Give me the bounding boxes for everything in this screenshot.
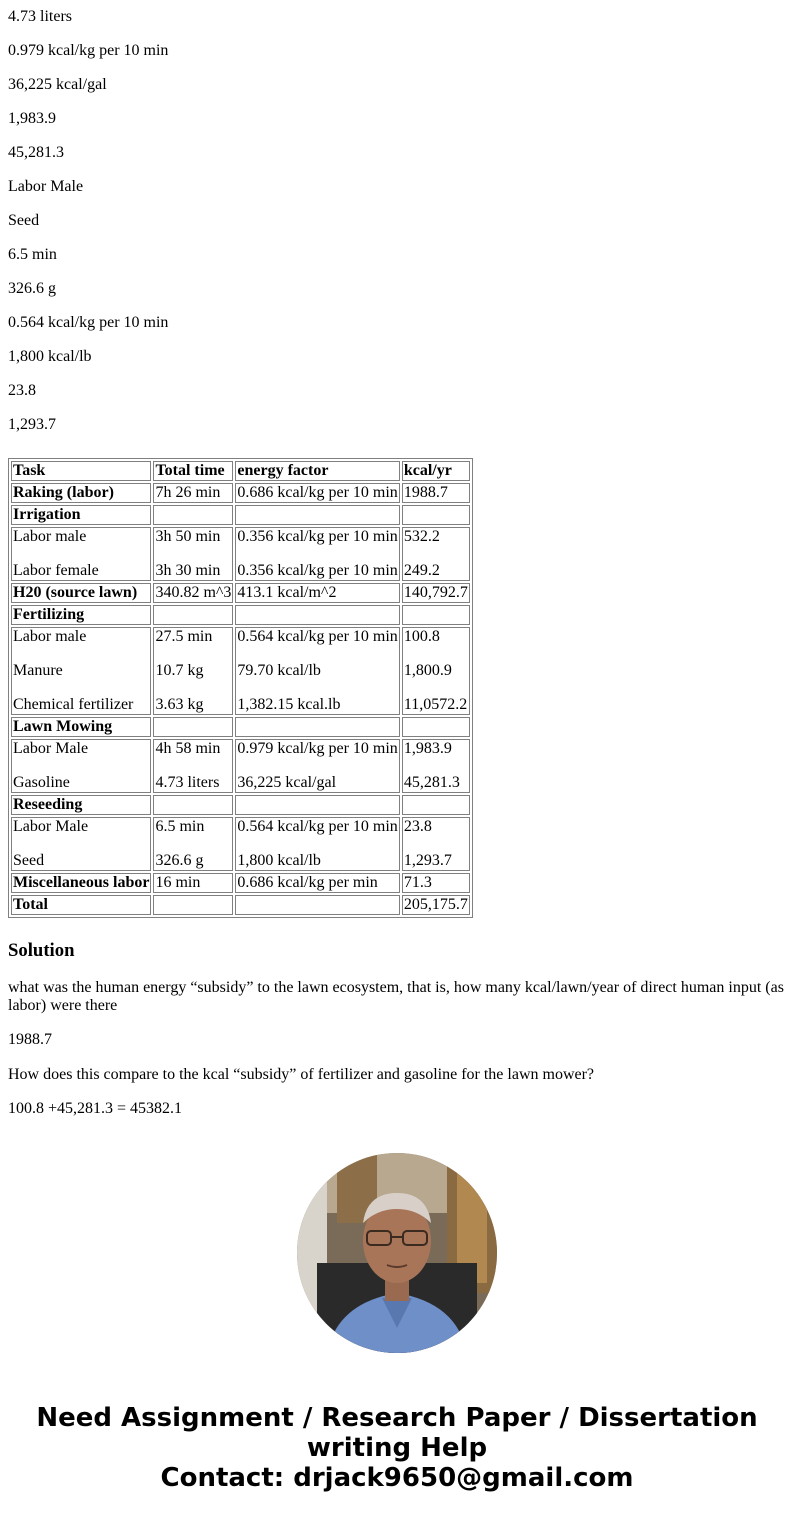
- factor-cell: 413.1 kcal/m^2: [235, 583, 399, 603]
- cell-line: 1,983.9: [403, 740, 452, 757]
- factor-cell: [235, 739, 399, 793]
- time-cell: [153, 717, 233, 737]
- table-row: [11, 483, 470, 503]
- cell-line: Seed: [13, 852, 45, 869]
- factor-cell: [235, 895, 399, 915]
- cell-gap: [13, 758, 149, 774]
- cell-gap: [13, 546, 149, 562]
- task-cell: Fertilizing: [11, 605, 151, 625]
- text-line: 326.6 g: [8, 280, 56, 297]
- cell-gap: [237, 758, 397, 774]
- time-cell: [153, 627, 233, 715]
- cell-line: 79.70 kcal/lb: [237, 662, 321, 679]
- kcal-cell: [402, 817, 470, 871]
- task-cell: H20 (source lawn): [11, 583, 151, 603]
- table-row: [11, 505, 470, 525]
- table-row: [11, 895, 470, 915]
- cell-gap: [237, 836, 397, 852]
- energy-table: [8, 458, 473, 918]
- cell-line: 0.356 kcal/kg per 10 min: [237, 562, 398, 579]
- table-row: [11, 605, 470, 625]
- cell-line: 11,0572.2: [403, 696, 468, 713]
- cell-line: 10.7 kg: [155, 662, 204, 679]
- cell-line: 45,281.3: [403, 774, 460, 791]
- text-line: 36,225 kcal/gal: [8, 76, 107, 93]
- kcal-cell: 140,792.7: [403, 584, 468, 601]
- cell-line: 23.8: [403, 818, 432, 835]
- top-text-lines: [8, 0, 786, 442]
- cell-line: 326.6 g: [155, 852, 204, 869]
- cell-gap: [237, 646, 397, 662]
- factor-cell: 0.686 kcal/kg per 10 min: [237, 484, 398, 501]
- cell-line: Labor Male: [13, 740, 89, 757]
- kcal-cell: [402, 627, 470, 715]
- answer-2: 100.8 +45,281.3 = 45382.1: [8, 1100, 183, 1117]
- cell-line: 249.2: [403, 562, 440, 579]
- cell-line: 3.63 kg: [155, 696, 204, 713]
- cell-line: 100.8: [403, 628, 440, 645]
- kcal-cell: [402, 527, 470, 581]
- cell-line: Labor male: [13, 628, 87, 645]
- cell-line: 3h 30 min: [155, 562, 221, 579]
- time-cell: [153, 795, 233, 815]
- kcal-cell: [402, 505, 470, 525]
- cell-line: Labor Male: [13, 818, 89, 835]
- text-line: 1,800 kcal/lb: [8, 348, 92, 365]
- footer-line-2: writing Help: [306, 1433, 488, 1463]
- text-line: 0.979 kcal/kg per 10 min: [8, 42, 169, 59]
- table-row: [11, 795, 470, 815]
- table-row: [11, 627, 470, 715]
- time-cell: 7h 26 min: [153, 483, 233, 503]
- footer-banner: [0, 1403, 794, 1493]
- answer-1: 1988.7: [8, 1031, 52, 1048]
- solution-heading: Solution: [8, 940, 75, 961]
- task-cell: [11, 817, 151, 871]
- cell-gap: [13, 646, 149, 662]
- task-cell: [11, 527, 151, 581]
- cell-line: 6.5 min: [155, 818, 205, 835]
- text-line: 1,293.7: [8, 416, 56, 433]
- cell-line: 0.564 kcal/kg per 10 min: [237, 818, 398, 835]
- task-cell: Raking (labor): [11, 483, 151, 503]
- cell-line: 0.356 kcal/kg per 10 min: [237, 528, 398, 545]
- person-photo-icon: [297, 1153, 497, 1353]
- cell-line: 4.73 liters: [155, 774, 220, 791]
- cell-line: 36,225 kcal/gal: [237, 774, 337, 791]
- table-row: [11, 717, 470, 737]
- cell-line: Chemical fertilizer: [13, 696, 134, 713]
- avatar: [297, 1153, 497, 1353]
- cell-line: 4h 58 min: [155, 740, 221, 757]
- cell-line: 532.2: [403, 528, 440, 545]
- factor-cell: [235, 605, 399, 625]
- text-line: Labor Male: [8, 178, 84, 195]
- factor-cell: [235, 527, 399, 581]
- cell-gap: [155, 680, 231, 696]
- kcal-cell: [402, 739, 470, 793]
- table-row: [11, 873, 470, 893]
- task-cell: Reseeding: [11, 795, 151, 815]
- cell-line: 0.564 kcal/kg per 10 min: [237, 628, 398, 645]
- factor-cell: 0.686 kcal/kg per min: [235, 873, 399, 893]
- task-cell: Irrigation: [11, 505, 151, 525]
- cell-line: 1,293.7: [403, 852, 452, 869]
- time-cell: [153, 739, 233, 793]
- text-line: 0.564 kcal/kg per 10 min: [8, 314, 169, 331]
- cell-line: 1,382.15 kcal.lb: [237, 696, 341, 713]
- cell-line: 1,800.9: [403, 662, 452, 679]
- task-cell: [11, 739, 151, 793]
- table-row: [11, 583, 470, 603]
- cell-line: 3h 50 min: [155, 528, 221, 545]
- header-kcal-yr: kcal/yr: [402, 461, 470, 481]
- table-header-row: [11, 461, 470, 481]
- text-line: 1,983.9: [8, 110, 56, 127]
- time-cell: 16 min: [153, 873, 233, 893]
- text-line: 23.8: [8, 382, 36, 399]
- cell-gap: [404, 646, 468, 662]
- time-cell: [153, 505, 233, 525]
- header-task: Task: [11, 461, 151, 481]
- kcal-cell: 205,175.7: [403, 896, 468, 913]
- text-line: Seed: [8, 212, 40, 229]
- time-cell: [153, 895, 233, 915]
- cell-gap: [404, 836, 468, 852]
- table-row: [11, 527, 470, 581]
- kcal-cell: [402, 717, 470, 737]
- text-line: 6.5 min: [8, 246, 57, 263]
- cell-gap: [404, 546, 468, 562]
- question-1: what was the human energy “subsidy” to the lawn ecosystem, that is, how many kcal/lawn/year of direct human input (as labor) were there: [8, 979, 784, 1014]
- cell-line: 1,800 kcal/lb: [237, 852, 321, 869]
- footer-line-1: Need Assignment / Research Paper / Dissertation: [36, 1403, 758, 1433]
- factor-cell: [235, 627, 399, 715]
- cell-line: Gasoline: [13, 774, 70, 791]
- footer-contact: Contact: drjack9650@gmail.com: [160, 1463, 634, 1493]
- factor-cell: [235, 795, 399, 815]
- cell-gap: [155, 836, 231, 852]
- cell-line: 27.5 min: [155, 628, 213, 645]
- task-cell: Miscellaneous labor: [13, 874, 150, 891]
- table-row: [11, 817, 470, 871]
- cell-gap: [404, 758, 468, 774]
- task-cell: Total: [11, 895, 151, 915]
- kcal-cell: [402, 795, 470, 815]
- factor-cell: [235, 717, 399, 737]
- factor-cell: [235, 505, 399, 525]
- text-line: 45,281.3: [8, 144, 64, 161]
- time-cell: [153, 527, 233, 581]
- header-total-time: Total time: [153, 461, 233, 481]
- cell-gap: [13, 836, 149, 852]
- header-energy-factor: energy factor: [235, 461, 399, 481]
- time-cell: [153, 817, 233, 871]
- task-cell: [11, 627, 151, 715]
- text-line: 4.73 liters: [8, 8, 72, 25]
- document-content: [8, 0, 786, 1118]
- cell-line: Labor male: [13, 528, 87, 545]
- time-cell: [153, 605, 233, 625]
- kcal-cell: [402, 605, 470, 625]
- time-cell: 340.82 m^3: [155, 584, 232, 601]
- cell-gap: [155, 546, 231, 562]
- cell-gap: [155, 758, 231, 774]
- table-body: [11, 483, 470, 915]
- cell-line: 0.979 kcal/kg per 10 min: [237, 740, 398, 757]
- cell-gap: [13, 680, 149, 696]
- kcal-cell: 1988.7: [402, 483, 470, 503]
- cell-gap: [237, 546, 397, 562]
- kcal-cell: 71.3: [402, 873, 470, 893]
- task-cell: Lawn Mowing: [11, 717, 151, 737]
- cell-gap: [237, 680, 397, 696]
- cell-gap: [404, 680, 468, 696]
- factor-cell: [235, 817, 399, 871]
- cell-gap: [155, 646, 231, 662]
- cell-line: Manure: [13, 662, 63, 679]
- cell-line: Labor female: [13, 562, 99, 579]
- table-row: [11, 739, 470, 793]
- question-2: How does this compare to the kcal “subsidy” of fertilizer and gasoline for the lawn mower?: [8, 1066, 595, 1083]
